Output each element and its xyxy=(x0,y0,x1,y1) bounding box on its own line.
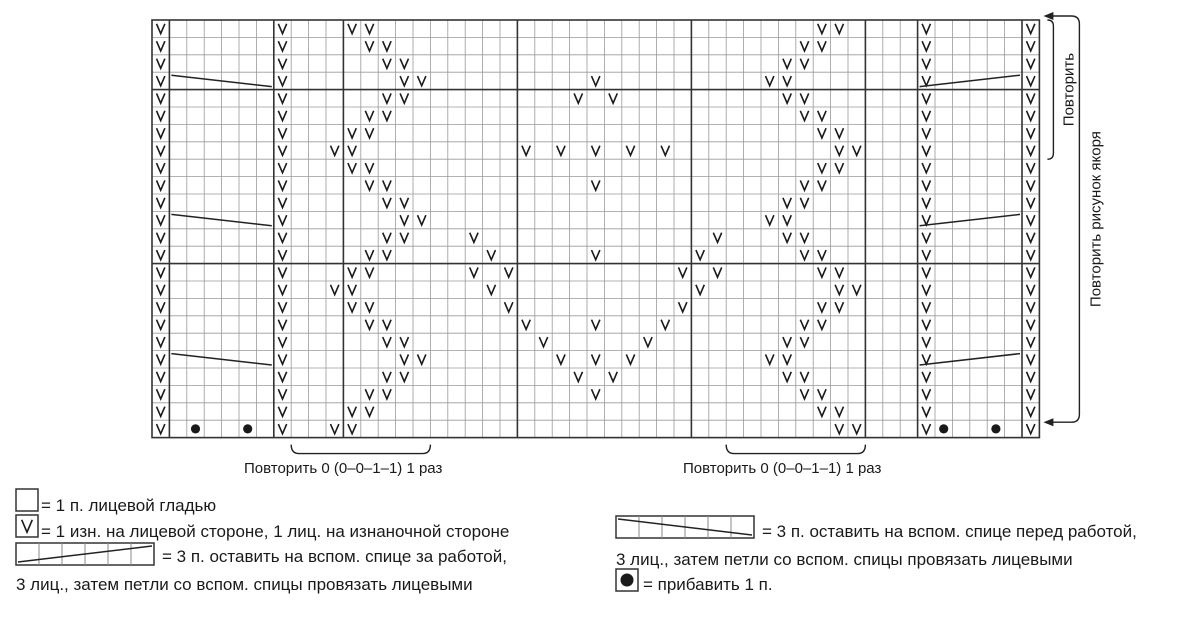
purl-symbol xyxy=(800,41,808,51)
purl-symbol xyxy=(487,285,495,295)
purl-symbol xyxy=(922,180,930,190)
purl-symbol xyxy=(365,320,373,330)
purl-symbol xyxy=(1027,146,1035,156)
purl-symbol xyxy=(1027,285,1035,295)
purl-symbol xyxy=(348,24,356,34)
purl-symbol xyxy=(783,76,791,86)
purl-symbol xyxy=(331,285,339,295)
purl-symbol xyxy=(383,389,391,399)
purl-symbol xyxy=(383,320,391,330)
purl-symbol xyxy=(157,285,165,295)
purl-symbol xyxy=(783,372,791,382)
purl-symbol xyxy=(661,146,669,156)
purl-symbol xyxy=(157,407,165,417)
purl-symbol xyxy=(853,146,861,156)
arrow-head-icon xyxy=(1043,12,1053,20)
purl-symbol xyxy=(278,41,286,51)
purl-symbol xyxy=(278,59,286,69)
purl-symbol xyxy=(626,354,634,364)
legend-knit-symbol xyxy=(16,489,38,511)
purl-symbol xyxy=(818,389,826,399)
purl-symbol xyxy=(922,233,930,243)
purl-symbol xyxy=(800,372,808,382)
purl-symbol xyxy=(783,198,791,208)
purl-symbol xyxy=(383,372,391,382)
purl-symbol xyxy=(365,180,373,190)
purl-symbol xyxy=(922,128,930,138)
purl-symbol xyxy=(278,424,286,434)
purl-symbol xyxy=(157,233,165,243)
repeat-bracket-left xyxy=(291,445,430,454)
purl-symbol xyxy=(818,250,826,260)
purl-symbol xyxy=(365,267,373,277)
purl-symbol xyxy=(835,407,843,417)
purl-symbol xyxy=(278,267,286,277)
purl-symbol xyxy=(626,146,634,156)
purl-symbol xyxy=(609,93,617,103)
purl-symbol xyxy=(922,424,930,434)
purl-symbol xyxy=(348,128,356,138)
purl-symbol xyxy=(331,424,339,434)
purl-symbol xyxy=(400,372,408,382)
purl-symbol xyxy=(1027,24,1035,34)
purl-symbol xyxy=(157,215,165,225)
purl-symbol xyxy=(278,320,286,330)
purl-symbol xyxy=(348,302,356,312)
purl-symbol xyxy=(783,59,791,69)
purl-symbol xyxy=(400,59,408,69)
purl-symbol xyxy=(418,215,426,225)
purl-symbol xyxy=(592,320,600,330)
purl-symbol xyxy=(800,180,808,190)
purl-symbol xyxy=(800,59,808,69)
purl-symbol xyxy=(835,163,843,173)
purl-symbol xyxy=(278,372,286,382)
purl-symbol xyxy=(557,354,565,364)
purl-symbol xyxy=(522,146,530,156)
legend-increase-text: = прибавить 1 п. xyxy=(643,575,773,594)
purl-symbol xyxy=(157,389,165,399)
purl-symbol xyxy=(348,146,356,156)
purl-symbol xyxy=(783,215,791,225)
purl-symbol xyxy=(835,267,843,277)
legend-increase-dot xyxy=(621,574,634,587)
purl-symbol xyxy=(278,24,286,34)
purl-symbol xyxy=(661,320,669,330)
purl-symbol xyxy=(922,320,930,330)
purl-symbol xyxy=(922,76,930,86)
purl-symbol xyxy=(835,128,843,138)
purl-symbol xyxy=(922,163,930,173)
purl-symbol xyxy=(331,146,339,156)
purl-symbol xyxy=(922,354,930,364)
purl-symbol xyxy=(365,41,373,51)
purl-symbol xyxy=(1027,320,1035,330)
purl-symbol xyxy=(644,337,652,347)
repeat-label-right: Повторить 0 (0–0–1–1) 1 раз xyxy=(683,460,882,477)
purl-symbol xyxy=(922,407,930,417)
purl-symbol xyxy=(365,128,373,138)
purl-symbol xyxy=(383,198,391,208)
repeat-bracket-right xyxy=(726,445,865,454)
purl-symbol xyxy=(365,163,373,173)
purl-symbol xyxy=(800,337,808,347)
purl-symbol xyxy=(157,93,165,103)
purl-symbol xyxy=(922,250,930,260)
purl-symbol xyxy=(818,111,826,121)
purl-symbol xyxy=(592,180,600,190)
purl-symbol xyxy=(278,198,286,208)
legend-cable-back-line1: = 3 п. оставить на вспом. спице за работой, xyxy=(162,547,507,566)
purl-symbol xyxy=(365,250,373,260)
purl-symbol xyxy=(157,128,165,138)
purl-symbol xyxy=(278,233,286,243)
purl-symbol xyxy=(157,163,165,173)
purl-symbol xyxy=(400,354,408,364)
purl-symbol xyxy=(278,389,286,399)
purl-symbol xyxy=(365,24,373,34)
purl-symbol xyxy=(557,146,565,156)
purl-symbol xyxy=(1027,111,1035,121)
purl-symbol xyxy=(592,146,600,156)
purl-symbol xyxy=(922,146,930,156)
purl-symbol xyxy=(1027,389,1035,399)
purl-symbol xyxy=(157,354,165,364)
purl-symbol xyxy=(400,93,408,103)
purl-symbol xyxy=(818,163,826,173)
purl-symbol xyxy=(278,180,286,190)
purl-symbol xyxy=(679,267,687,277)
purl-symbol xyxy=(1027,372,1035,382)
purl-symbol xyxy=(383,233,391,243)
purl-symbol xyxy=(922,267,930,277)
purl-symbol xyxy=(922,337,930,347)
purl-symbol xyxy=(800,111,808,121)
purl-symbol xyxy=(157,76,165,86)
purl-symbol xyxy=(157,267,165,277)
purl-symbol xyxy=(505,302,513,312)
purl-symbol xyxy=(592,76,600,86)
purl-symbol xyxy=(348,407,356,417)
purl-symbol xyxy=(365,111,373,121)
purl-symbol xyxy=(766,76,774,86)
side-repeat-label: Повторить xyxy=(1060,52,1078,127)
purl-symbol xyxy=(922,198,930,208)
purl-symbol xyxy=(1027,302,1035,312)
purl-symbol xyxy=(922,372,930,382)
purl-symbol xyxy=(1027,198,1035,208)
purl-symbol xyxy=(487,250,495,260)
purl-symbol xyxy=(1027,163,1035,173)
repeat-label-left: Повторить 0 (0–0–1–1) 1 раз xyxy=(244,460,443,477)
purl-symbol xyxy=(348,285,356,295)
purl-symbol xyxy=(922,215,930,225)
purl-symbol xyxy=(157,59,165,69)
purl-symbol xyxy=(365,407,373,417)
purl-symbol xyxy=(157,424,165,434)
purl-symbol xyxy=(278,163,286,173)
purl-symbol xyxy=(278,93,286,103)
purl-symbol xyxy=(592,354,600,364)
purl-symbol xyxy=(400,215,408,225)
legend-cable-front-line1: = 3 п. оставить на вспом. спице перед работой, xyxy=(762,522,1137,541)
purl-symbol xyxy=(383,337,391,347)
purl-symbol xyxy=(157,302,165,312)
purl-symbol xyxy=(278,337,286,347)
purl-symbol xyxy=(818,267,826,277)
increase-symbol xyxy=(991,424,1000,433)
purl-symbol xyxy=(922,302,930,312)
purl-symbol xyxy=(278,76,286,86)
purl-symbol xyxy=(800,320,808,330)
purl-symbol xyxy=(157,337,165,347)
purl-symbol xyxy=(539,337,547,347)
purl-symbol xyxy=(713,267,721,277)
purl-symbol xyxy=(278,354,286,364)
purl-symbol xyxy=(400,76,408,86)
legend-cable-back-line2: 3 лиц., затем петли со вспом. спицы провязать лицевыми xyxy=(16,575,473,594)
purl-symbol xyxy=(696,250,704,260)
purl-symbol xyxy=(157,180,165,190)
purl-symbol xyxy=(835,24,843,34)
purl-symbol xyxy=(574,372,582,382)
purl-symbol xyxy=(1027,76,1035,86)
purl-symbol xyxy=(835,285,843,295)
purl-symbol xyxy=(470,267,478,277)
purl-symbol xyxy=(1027,233,1035,243)
purl-symbol xyxy=(1027,93,1035,103)
purl-symbol xyxy=(835,146,843,156)
purl-symbol xyxy=(922,24,930,34)
purl-symbol xyxy=(835,424,843,434)
legend-knit-text: = 1 п. лицевой гладью xyxy=(41,496,217,515)
purl-symbol xyxy=(818,128,826,138)
purl-symbol xyxy=(278,407,286,417)
purl-symbol xyxy=(470,233,478,243)
purl-symbol xyxy=(800,250,808,260)
purl-symbol xyxy=(157,41,165,51)
purl-symbol xyxy=(835,302,843,312)
purl-symbol xyxy=(800,93,808,103)
purl-symbol xyxy=(800,233,808,243)
purl-symbol xyxy=(418,76,426,86)
purl-symbol xyxy=(922,285,930,295)
purl-symbol xyxy=(800,198,808,208)
purl-symbol xyxy=(383,180,391,190)
purl-symbol xyxy=(348,424,356,434)
purl-symbol xyxy=(592,250,600,260)
purl-symbol xyxy=(713,233,721,243)
purl-symbol xyxy=(157,111,165,121)
legend-cable-front-line2: 3 лиц., затем петли со вспом. спицы провязать лицевыми xyxy=(616,550,1073,569)
purl-symbol xyxy=(783,233,791,243)
purl-symbol xyxy=(922,111,930,121)
purl-symbol xyxy=(592,389,600,399)
purl-symbol xyxy=(1027,41,1035,51)
purl-symbol xyxy=(1027,337,1035,347)
purl-symbol xyxy=(383,250,391,260)
purl-symbol xyxy=(400,337,408,347)
purl-symbol xyxy=(522,320,530,330)
purl-symbol xyxy=(679,302,687,312)
purl-symbol xyxy=(157,146,165,156)
purl-symbol xyxy=(818,180,826,190)
purl-symbol xyxy=(383,59,391,69)
purl-symbol xyxy=(853,285,861,295)
purl-symbol xyxy=(278,146,286,156)
purl-symbol xyxy=(766,215,774,225)
purl-symbol xyxy=(818,320,826,330)
purl-symbol xyxy=(800,389,808,399)
purl-symbol xyxy=(1027,180,1035,190)
purl-symbol xyxy=(278,128,286,138)
purl-symbol xyxy=(783,337,791,347)
purl-symbol xyxy=(818,302,826,312)
purl-symbol xyxy=(157,24,165,34)
purl-symbol xyxy=(400,233,408,243)
legend-purl-text: = 1 изн. на лицевой стороне, 1 лиц. на изнаночной стороне xyxy=(41,522,510,541)
purl-symbol xyxy=(922,389,930,399)
purl-symbol xyxy=(609,372,617,382)
purl-symbol xyxy=(365,302,373,312)
purl-symbol xyxy=(157,320,165,330)
purl-symbol xyxy=(818,41,826,51)
purl-symbol xyxy=(783,354,791,364)
purl-symbol xyxy=(383,93,391,103)
purl-symbol xyxy=(418,354,426,364)
purl-symbol xyxy=(348,163,356,173)
increase-symbol xyxy=(191,424,200,433)
purl-symbol xyxy=(1027,424,1035,434)
purl-symbol xyxy=(1027,250,1035,260)
purl-symbol xyxy=(157,250,165,260)
side-anchor-label: Повторить рисунок якоря xyxy=(1087,131,1105,308)
purl-symbol xyxy=(1027,215,1035,225)
arrow-head-icon xyxy=(1043,418,1053,426)
purl-symbol xyxy=(278,111,286,121)
purl-symbol xyxy=(1027,128,1035,138)
purl-symbol xyxy=(348,267,356,277)
purl-symbol xyxy=(505,267,513,277)
increase-symbol xyxy=(939,424,948,433)
purl-symbol xyxy=(1027,407,1035,417)
purl-symbol xyxy=(383,111,391,121)
purl-symbol xyxy=(574,93,582,103)
purl-symbol xyxy=(278,285,286,295)
purl-symbol xyxy=(922,93,930,103)
purl-symbol xyxy=(1027,354,1035,364)
purl-symbol xyxy=(400,198,408,208)
increase-symbol xyxy=(243,424,252,433)
purl-symbol xyxy=(853,424,861,434)
purl-symbol xyxy=(696,285,704,295)
repeat-bracket-side xyxy=(1047,20,1053,159)
purl-symbol xyxy=(157,198,165,208)
purl-symbol xyxy=(818,24,826,34)
purl-symbol xyxy=(383,41,391,51)
purl-symbol xyxy=(818,407,826,417)
purl-symbol xyxy=(1027,59,1035,69)
purl-symbol xyxy=(922,41,930,51)
purl-symbol xyxy=(922,59,930,69)
purl-symbol xyxy=(783,93,791,103)
purl-symbol xyxy=(1027,267,1035,277)
purl-symbol xyxy=(157,372,165,382)
purl-symbol xyxy=(278,215,286,225)
purl-symbol xyxy=(766,354,774,364)
purl-symbol xyxy=(278,302,286,312)
purl-symbol xyxy=(365,389,373,399)
purl-symbol xyxy=(278,250,286,260)
